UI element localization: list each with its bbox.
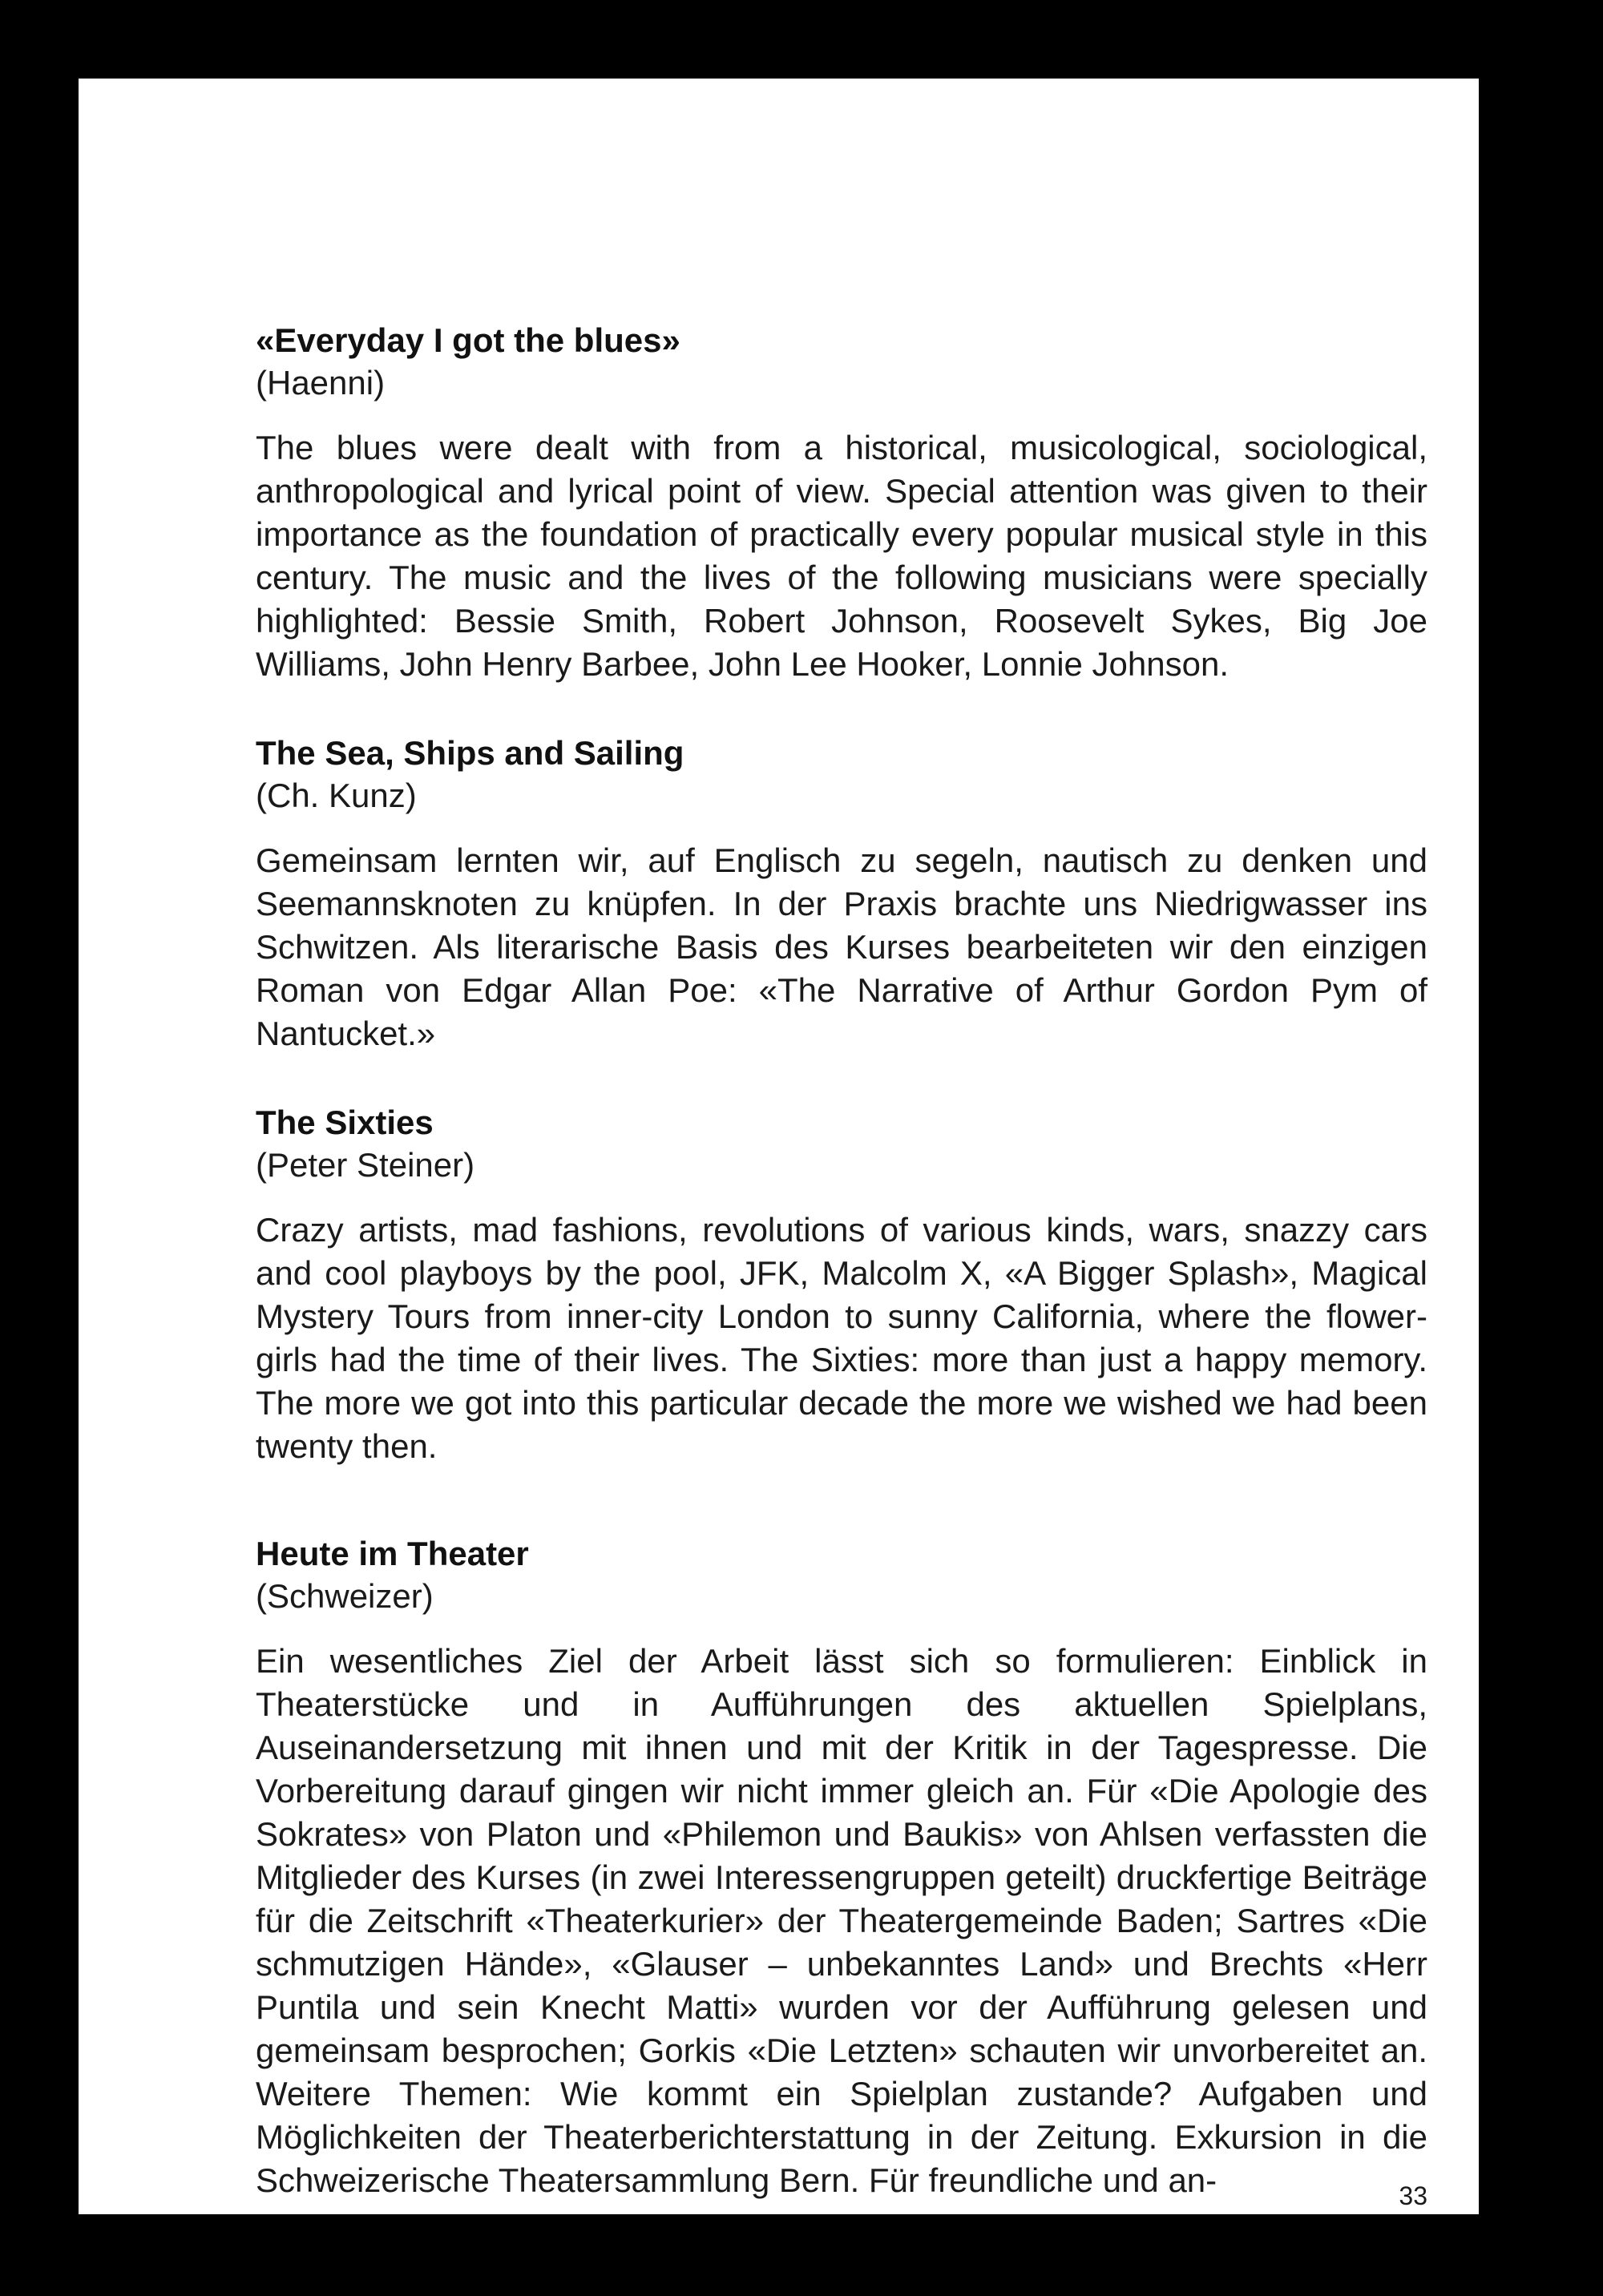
page-content bbox=[256, 319, 1427, 2248]
section-blues bbox=[256, 319, 1427, 686]
page-number: 33 bbox=[1399, 2181, 1427, 2210]
section-body: Gemeinsam lernten wir, auf Englisch zu segeln, nautisch zu denken und Seemannsknoten zu knüpfen. In der Praxis brachte uns Niedrigwasser ins Schwitzen. Als literarische Basis des Kurses bearbeiteten wir den einzigen Roman von Edgar Allan Poe: «The Narrative of Arthur Gordon Pym of Nantucket.» bbox=[256, 841, 1427, 1052]
document-page bbox=[79, 79, 1479, 2214]
section-author: (Schweizer) bbox=[256, 1577, 434, 1615]
section-body: Crazy artists, mad fashions, revolutions of various kinds, wars, snazzy cars and cool playboys by the pool, JFK, Malcolm X, «A Bigger Splash», Magical Mystery Tours from inner-city London to sunny California, where the flower-girls had the time of their lives. The Sixties: more than just a happy memory. The more we got into this particular decade the more we wished we had been twenty then. bbox=[256, 1211, 1427, 1465]
section-title: «Everyday I got the blues» bbox=[256, 321, 680, 359]
section-title: The Sea, Ships and Sailing bbox=[256, 734, 684, 772]
section-body: The blues were dealt with from a historical, musicological, sociological, anthropological and lyrical point of view. Special attention was given to their importance as the foundation of practically every popular musical style in this century. The music and the lives of the following musicians were specially highlighted: Bessie Smith, Robert Johnson, Roosevelt Sykes, Big Joe Williams, John Henry Barbee, John Lee Hooker, Lonnie Johnson. bbox=[256, 429, 1427, 683]
section-theater bbox=[256, 1532, 1427, 2202]
section-title: Heute im Theater bbox=[256, 1535, 529, 1572]
section-author: (Haenni) bbox=[256, 364, 386, 401]
section-author: (Peter Steiner) bbox=[256, 1146, 475, 1184]
section-body: Ein wesentliches Ziel der Arbeit lässt sich so formulieren: Einblick in Theaterstücke und in Aufführungen des aktuellen Spielplans, Auseinandersetzung mit ihnen und mit der Kritik in der Tagespresse. Die Vorbereitung darauf gingen wir nicht immer gleich an. Für «Die Apologie des Sokrates» von Platon und «Philemon und Baukis» von Ahlsen verfassten die Mitglieder des Kurses (in zwei Interessengruppen geteilt) druckfertige Beiträge für die Zeitschrift «Theaterkurier» der Theatergemeinde Baden; Sartres «Die schmutzigen Hände», «Glauser – unbekanntes Land» und Brechts «Herr Puntila und sein Knecht Matti» wurden vor der Aufführung gelesen und gemeinsam besprochen; Gorkis «Die Letzten» schauten wir unvorbereitet an. Weitere Themen: Wie kommt ein Spielplan zustande? Aufgaben und Möglichkeiten der Theaterberichterstattung in der Zeitung. Exkursion in die Schweizerische Theatersammlung Bern. Für freundliche und an- bbox=[256, 1642, 1427, 2199]
section-sixties bbox=[256, 1101, 1427, 1468]
section-title: The Sixties bbox=[256, 1104, 434, 1141]
section-author: (Ch. Kunz) bbox=[256, 777, 417, 814]
section-sea-ships-sailing bbox=[256, 732, 1427, 1055]
